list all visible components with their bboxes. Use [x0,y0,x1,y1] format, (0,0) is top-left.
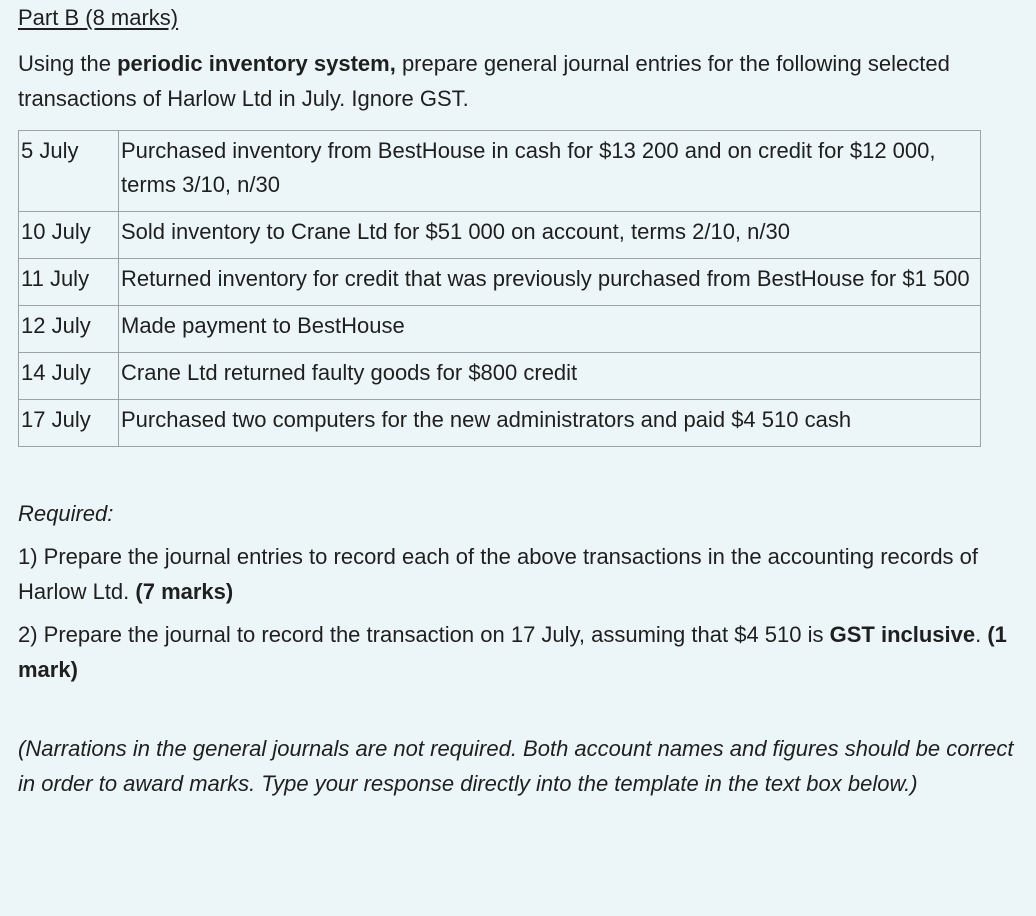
intro-post: prepare general journal entries for the following selected transactions of Harlow Ltd in July. Ignore GST. [18,51,950,111]
part-heading: Part B (8 marks) [18,5,179,30]
transaction-description: Made payment to BestHouse [119,306,981,353]
required-label: Required: [18,501,114,526]
question-1-marks: (7 marks) [135,579,234,604]
table-row [19,306,981,353]
transaction-date: 10 July [19,212,119,259]
question-2-marks: (1 mark) [18,622,1007,682]
transaction-description: Crane Ltd returned faulty goods for $800 credit [119,353,981,400]
transaction-date: 17 July [19,400,119,447]
narration-note: (Narrations in the general journals are not required. Both account names and figures should be correct in order to award marks. Type your response directly into the template in the text box below.) [18,736,1014,796]
intro-bold: periodic inventory system, [117,51,396,76]
intro-paragraph [18,46,1018,116]
transaction-date: 12 July [19,306,119,353]
intro-pre: Using the [18,51,118,76]
table-row [19,353,981,400]
transaction-description: Purchased two computers for the new administrators and paid $4 510 cash [119,400,981,447]
table-row [19,212,981,259]
transactions-table [18,130,981,447]
transaction-description: Returned inventory for credit that was previously purchased from BestHouse for $1 500 [119,259,981,306]
transaction-description: Purchased inventory from BestHouse in cash for $13 200 and on credit for $12 000, terms 3/10, n/30 [119,131,981,212]
question-2-dot: . [975,622,988,647]
transaction-description: Sold inventory to Crane Ltd for $51 000 on account, terms 2/10, n/30 [119,212,981,259]
transaction-date: 14 July [19,353,119,400]
table-row [19,131,981,212]
question-content [18,0,1018,801]
transaction-date: 11 July [19,259,119,306]
question-2 [18,617,1018,687]
table-row [19,259,981,306]
question-1 [18,539,1018,609]
transaction-date: 5 July [19,131,119,212]
table-row [19,400,981,447]
question-1-text: 1) Prepare the journal entries to record each of the above transactions in the accounting records of Harlow Ltd. [18,544,979,604]
question-2-text: 2) Prepare the journal to record the transaction on 17 July, assuming that $4 510 is [18,622,830,647]
question-2-bold: GST inclusive [829,622,976,647]
